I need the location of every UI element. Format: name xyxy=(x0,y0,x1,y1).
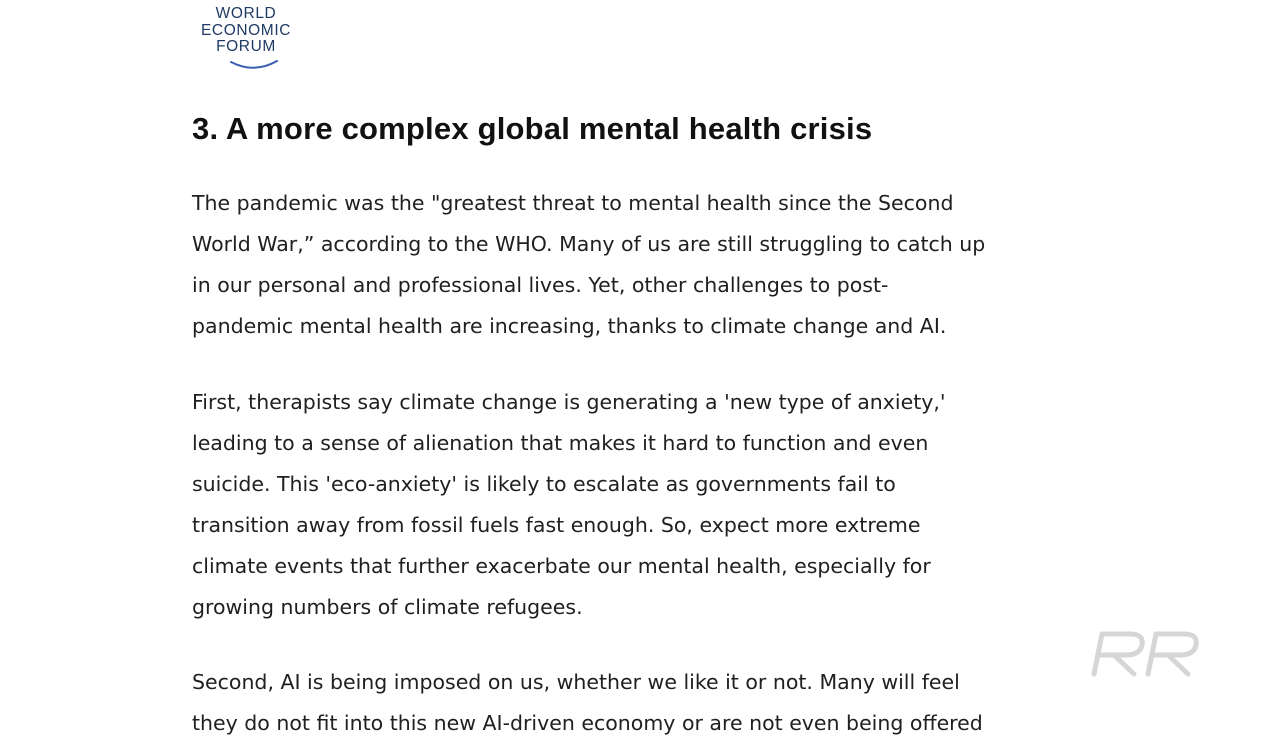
paragraph-line: First, therapists say climate change is generating a 'new type of anxiety,' xyxy=(192,390,946,414)
logo-line-world: WORLD xyxy=(215,5,277,22)
paragraph-line: suicide. This 'eco-anxiety' is likely to escalate as governments fail to xyxy=(192,472,896,496)
paragraph-line: in our personal and professional lives. Yet, other challenges to post- xyxy=(192,273,889,297)
rr-watermark-icon xyxy=(1086,628,1210,680)
paragraph-line: leading to a sense of alienation that makes it hard to function and even xyxy=(192,431,929,455)
logo-line-economic: ECONOMIC xyxy=(200,21,292,39)
paragraph-line: transition away from fossil fuels fast enough. So, expect more extreme xyxy=(192,513,921,537)
paragraph-line: The pandemic was the "greatest threat to mental health since the Second xyxy=(192,191,954,215)
paragraph-line: growing numbers of climate refugees. xyxy=(192,595,583,619)
paragraph-1 xyxy=(192,183,1102,347)
logo-line-forum: FORUM xyxy=(216,38,276,55)
paragraph-2 xyxy=(192,382,1102,628)
paragraph-line: pandemic mental health are increasing, thanks to climate change and AI. xyxy=(192,314,947,338)
wef-logo[interactable] xyxy=(190,6,302,72)
paragraph-line: Second, AI is being imposed on us, whether we like it or not. Many will feel xyxy=(192,670,960,694)
paragraph-line: climate events that further exacerbate our mental health, especially for xyxy=(192,554,931,578)
paragraph-line: they do not fit into this new AI-driven economy or are not even being offered xyxy=(192,711,983,735)
paragraph-3 xyxy=(192,662,1102,744)
swoosh-icon xyxy=(228,58,280,72)
paragraph-line: World War,” according to the WHO. Many of us are still struggling to catch up xyxy=(192,232,986,256)
article-heading: 3. A more complex global mental health crisis xyxy=(192,111,873,146)
